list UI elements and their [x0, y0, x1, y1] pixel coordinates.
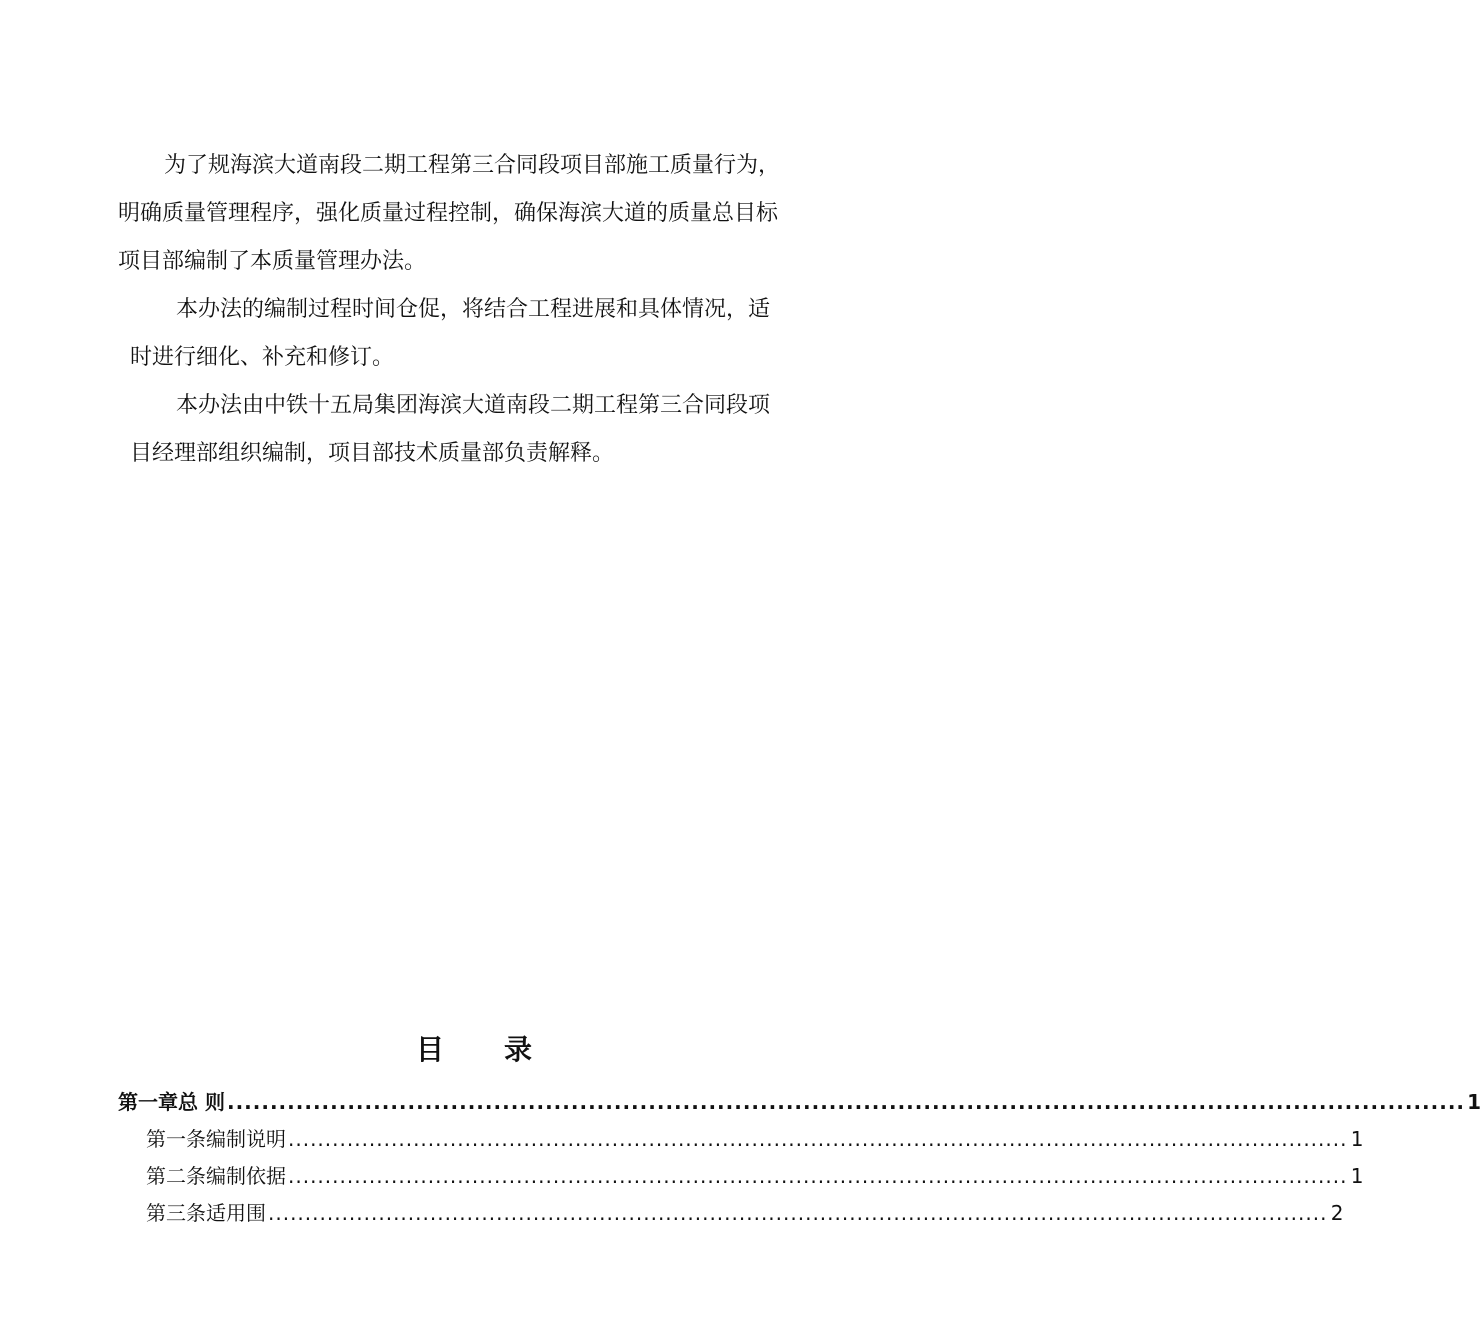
toc-article-name: 编制说明	[206, 1127, 286, 1151]
toc-page-number: 1	[1467, 1090, 1481, 1114]
toc-entry-article-2[interactable]	[146, 1160, 1364, 1189]
toc-dot-leader: ................................................................................................................................................	[288, 1164, 1348, 1188]
toc-dot-leader: ................................................................................................................................................	[288, 1127, 1348, 1151]
toc-title-char-1: 目	[415, 1033, 446, 1066]
toc-article-name: 适用围	[206, 1201, 266, 1225]
preface-p3-line-1: 本办法由中铁十五局集团海滨大道南段二期工程第三合同段项	[176, 393, 771, 418]
toc-entry-article-3[interactable]	[146, 1197, 1344, 1226]
preface-paragraph-2	[118, 286, 838, 382]
preface-p1-line-1: 为了规海滨大道南段二期工程第三合同段项目部施工质量行为，	[164, 153, 781, 178]
preface-p3-line-2: 目经理部组织编制，项目部技术质量部负责解释。	[130, 441, 615, 466]
toc-article-name: 编制依据	[206, 1164, 286, 1188]
preface-p1-line-3: 项目部编制了本质量管理办法。	[118, 249, 427, 274]
toc-entry-chapter-1[interactable]	[118, 1086, 1481, 1115]
toc-chapter-number: 第一章	[118, 1090, 178, 1114]
toc-article-number: 第二条	[146, 1164, 206, 1188]
toc-page-number: 2	[1330, 1201, 1344, 1225]
toc-page-number: 1	[1350, 1127, 1364, 1151]
toc-page-number: 1	[1350, 1164, 1364, 1188]
toc-chapter-name: 总 则	[178, 1090, 225, 1114]
toc-dot-leader: ................................................................................................................................................	[268, 1201, 1328, 1225]
preface-p1-line-2: 明确质量管理程序，强化质量过程控制，确保海滨大道的质量总目标	[118, 201, 779, 226]
preface-p2-line-2: 时进行细化、补充和修订。	[130, 345, 395, 370]
preface-paragraph-3	[118, 382, 838, 478]
toc-dot-leader: ................................................................................................................................................	[226, 1090, 1466, 1114]
preface-paragraph-1	[118, 142, 838, 286]
preface-p2-line-1: 本办法的编制过程时间仓促，将结合工程进展和具体情况，适	[176, 297, 771, 322]
toc-article-number: 第一条	[146, 1127, 206, 1151]
toc-entry-article-1[interactable]	[146, 1123, 1364, 1152]
toc-title-char-2: 录	[504, 1033, 535, 1066]
toc-article-number: 第三条	[146, 1201, 206, 1225]
toc-title	[0, 1028, 950, 1068]
